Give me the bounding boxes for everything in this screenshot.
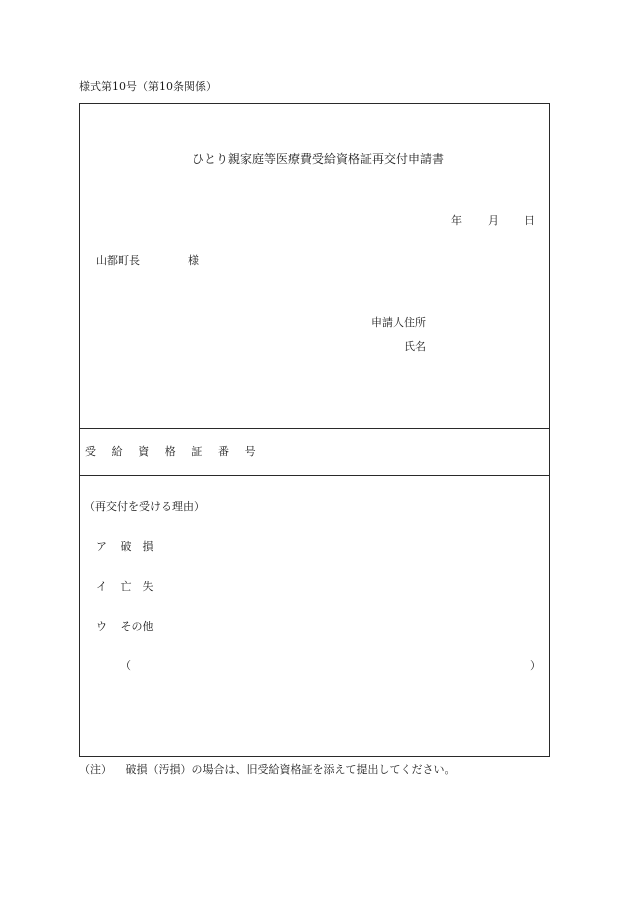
addressee-suffix: 様 bbox=[188, 254, 199, 267]
reason-option-mark: ウ bbox=[96, 620, 107, 633]
reason-option-label: 破 損 bbox=[120, 540, 154, 553]
reason-heading: （再交付を受ける理由） bbox=[84, 500, 205, 513]
addressee-name: 山都町長 bbox=[96, 254, 140, 267]
reason-option-mark: ア bbox=[96, 540, 107, 553]
reason-option-damage bbox=[96, 540, 154, 554]
reason-option-loss bbox=[96, 580, 154, 594]
footnote bbox=[79, 763, 456, 777]
date-month-label: 月 bbox=[488, 214, 499, 227]
date-day-label: 日 bbox=[524, 214, 535, 227]
application-form bbox=[79, 103, 550, 757]
date-year-label: 年 bbox=[451, 214, 462, 227]
footnote-text: 破損（汚損）の場合は、旧受給資格証を添えて提出してください。 bbox=[125, 763, 456, 776]
certificate-number-label: 受 給 資 格 証 番 号 bbox=[85, 445, 262, 458]
applicant-address-label: 申請人住所 bbox=[371, 316, 426, 329]
divider-top bbox=[80, 428, 549, 429]
reason-option-other bbox=[96, 620, 154, 634]
applicant-name-label: 氏名 bbox=[404, 340, 426, 353]
divider-bottom bbox=[80, 475, 549, 476]
reason-option-label: その他 bbox=[120, 620, 154, 633]
reason-option-label: 亡 失 bbox=[120, 580, 154, 593]
form-title: ひとり親家庭等医療費受給資格証再交付申請書 bbox=[192, 152, 445, 166]
other-reason-open-paren: （ bbox=[120, 659, 131, 672]
other-reason-close-paren: ） bbox=[530, 659, 541, 672]
reason-option-mark: イ bbox=[96, 580, 107, 593]
footnote-label: （注） bbox=[79, 763, 112, 776]
form-number: 様式第10号（第10条関係） bbox=[79, 80, 217, 93]
